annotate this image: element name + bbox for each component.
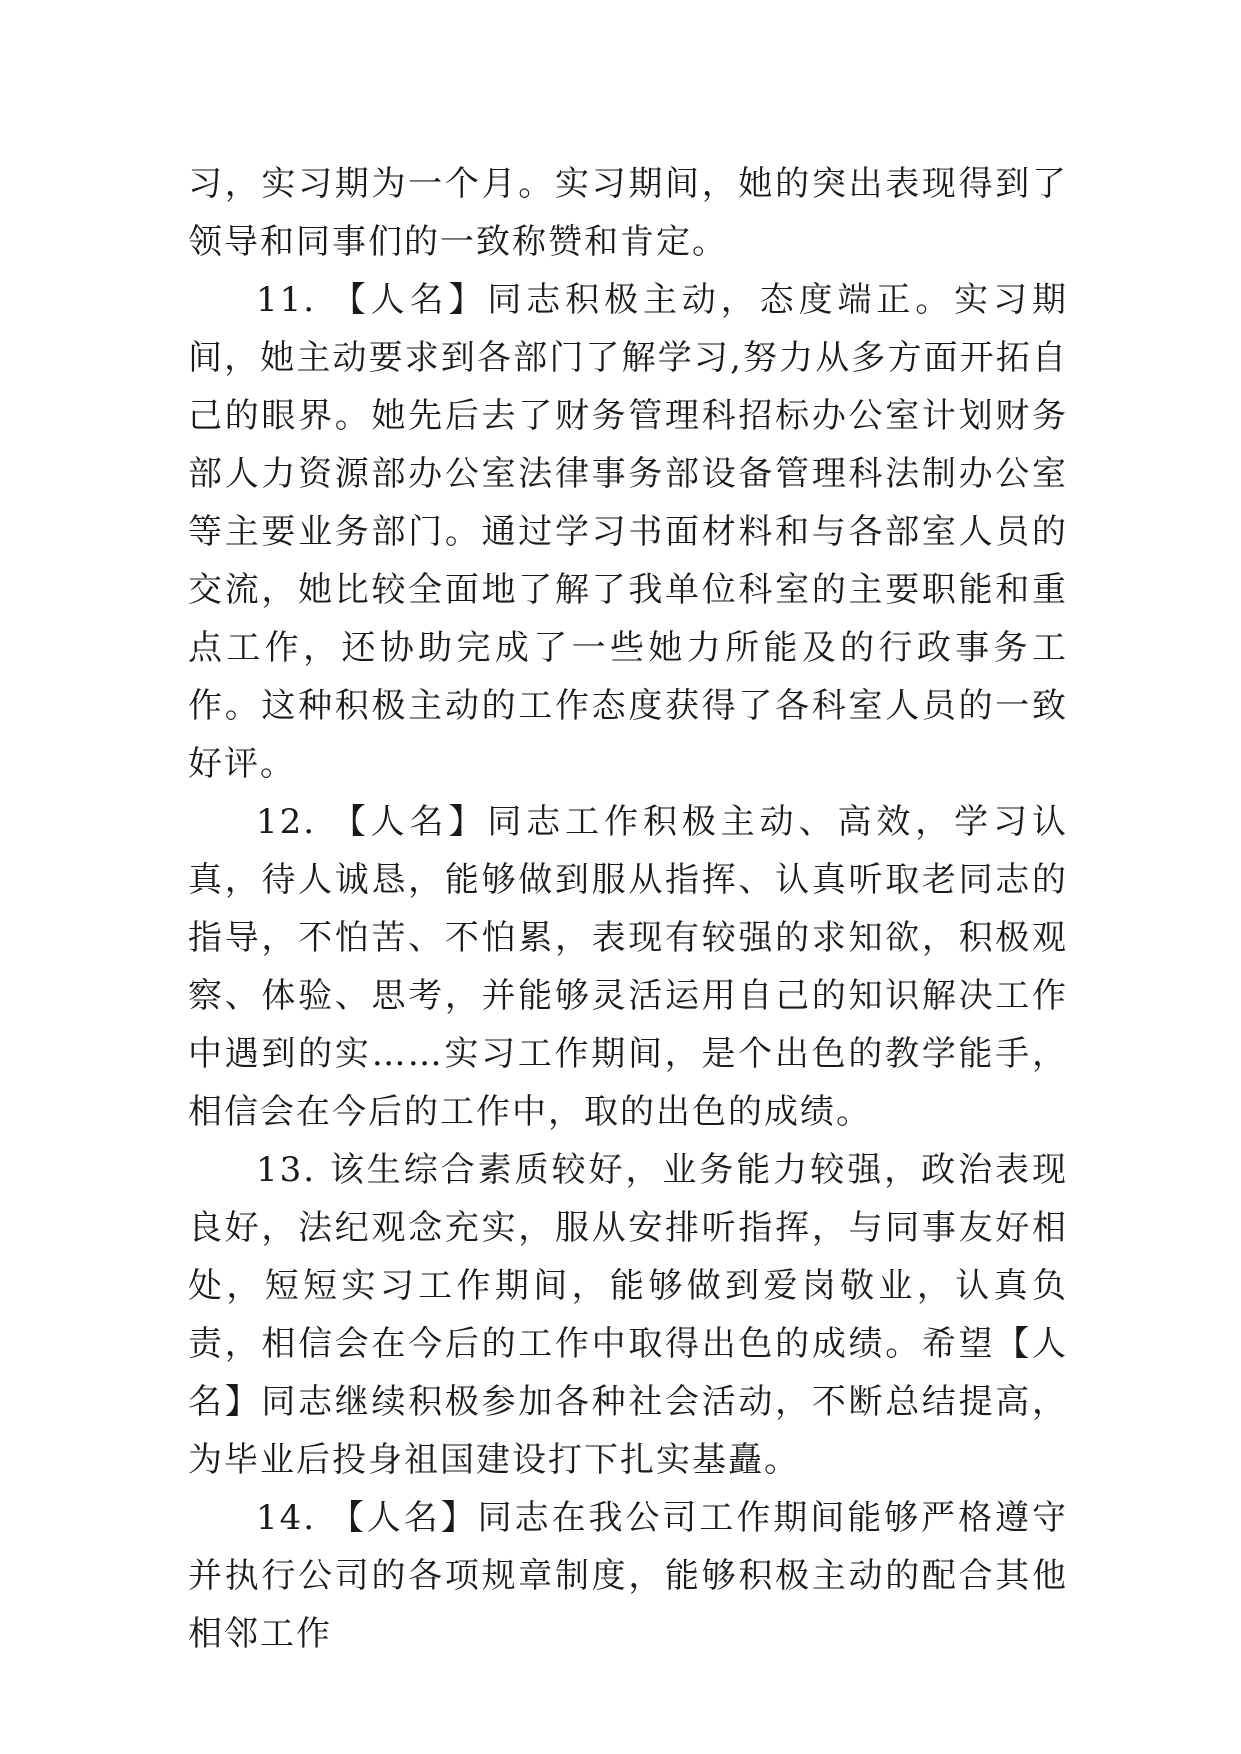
paragraph-item-14: 14. 【人名】同志在我公司工作期间能够严格遵守并执行公司的各项规章制度，能够积极主动的配合其他相邻工作 <box>188 1498 1068 1654</box>
document-body <box>188 155 1068 1663</box>
paragraph-item-11: 11. 【人名】同志积极主动，态度端正。实习期间，她主动要求到各部门了解学习,努力从多方面开拓自己的眼界。她先后去了财务管理科招标办公室计划财务部人力资源部办公室法律事务部设备管理科法制办公室等主要业务部门。通过学习书面材料和与各部室人员的交流，她比较全面地了解了我单位科室的主要职能和重点工作，还协助完成了一些她力所能及的行政事务工作。这种积极主动的工作态度获得了各科室人员的一致好评。 <box>188 280 1068 784</box>
paragraph-item-13: 13. 该生综合素质较好，业务能力较强，政治表现良好，法纪观念充实，服从安排听指挥，与同事友好相处，短短实习工作期间，能够做到爱岗敬业，认真负责，相信会在今后的工作中取得出色的成绩。希望【人名】同志继续积极参加各种社会活动，不断总结提高，为毕业后投身祖国建设打下扎实基矗。 <box>188 1150 1068 1480</box>
paragraph-continuation: 习，实习期为一个月。实习期间，她的突出表现得到了领导和同事们的一致称赞和肯定。 <box>188 164 1068 262</box>
paragraph-item-12: 12. 【人名】同志工作积极主动、高效，学习认真，待人诚恳，能够做到服从指挥、认真听取老同志的指导，不怕苦、不怕累，表现有较强的求知欲，积极观察、体验、思考，并能够灵活运用自己的知识解决工作中遇到的实……实习工作期间，是个出色的教学能手，相信会在今后的工作中，取的出色的成绩。 <box>188 802 1068 1132</box>
